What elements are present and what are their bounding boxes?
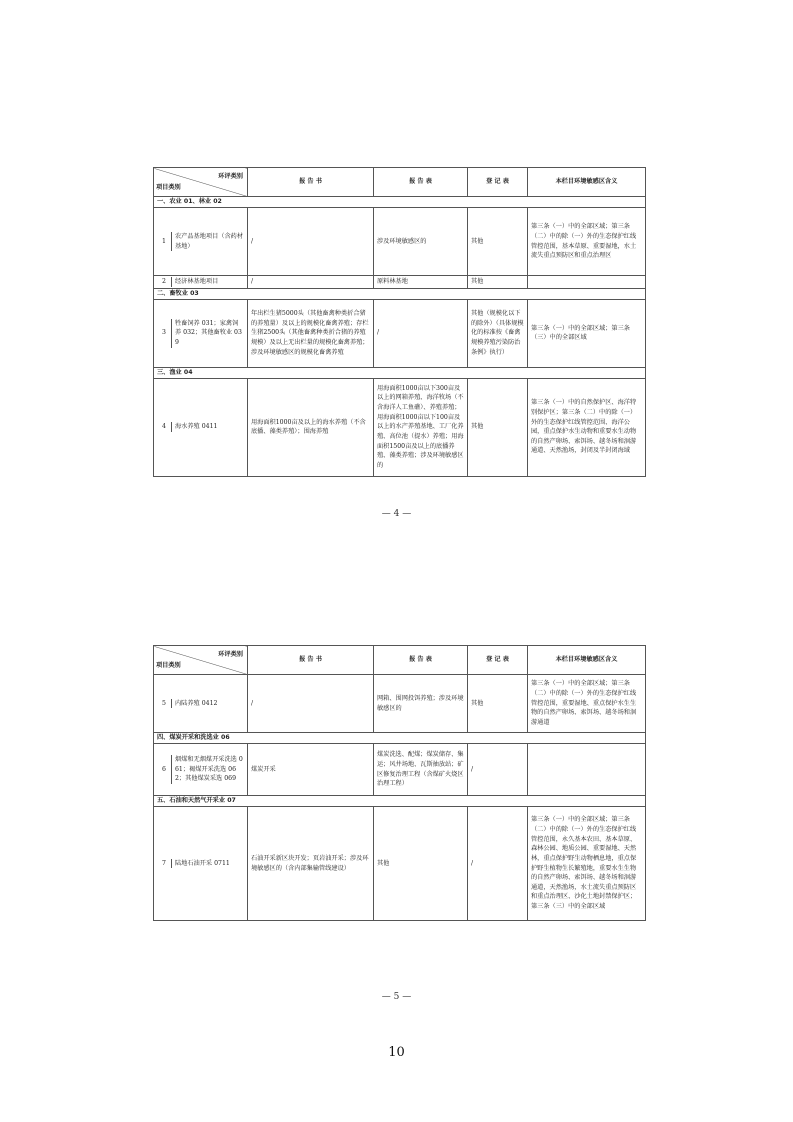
table-row [154, 807, 646, 921]
page-number-4: — 4 — [381, 509, 412, 519]
page-number-5: — 5 — [381, 992, 412, 1002]
project-name: 烟煤和无烟煤开采洗选 061；褐煤开采洗选 062；其他煤炭采选 069 [171, 755, 244, 784]
sensitive-cell: 第三条（一）中的全部区域；第三条（二）中的除（一）外的生态保护红线管控范围，永久基本农田、基本草原、森林公园、地质公园、重要湿地、天然林，重点保护野生动物栖息地，重点保护野生植物生长繁殖地，重要水生生物的自然产卵场、索饵场、越冬场和洄游通道，天然渔场，水土流失重点预防区和重点治理区、沙化土地封禁保护区；第三条（三）中的全部区域 [528, 807, 646, 921]
header-register-form: 登 记 表 [468, 168, 528, 197]
register-cell: 其他 [468, 208, 528, 276]
table-row [154, 276, 646, 289]
report-book-cell: 石油开采新区块开发；页岩油开采；涉及环境敏感区的（含内部集输管线建设） [248, 807, 374, 921]
section-agriculture-forestry: 一、农业 01、林业 02 [154, 197, 646, 208]
table-row [154, 744, 646, 796]
diagonal-header-cell [154, 168, 248, 197]
section-row [154, 796, 646, 807]
report-book-cell: / [248, 276, 374, 289]
category-table-page-5 [153, 645, 646, 921]
section-fishery: 三、渔业 04 [154, 367, 646, 378]
report-book-cell: 年出栏生猪5000头（其他畜禽种类折合猪的养殖量）及以上的规模化畜禽养殖；存栏生猪2500头（其他畜禽种类折合猪的养殖规模）及以上无出栏量的规模化畜禽养殖；涉及环境敏感区的规模化畜禽养殖 [248, 299, 374, 367]
row-number: 5 [162, 699, 166, 707]
diagonal-header-cell [154, 646, 248, 675]
row-number: 2 [162, 278, 166, 285]
project-cell [154, 675, 248, 733]
section-row [154, 367, 646, 378]
category-table-page-4 [153, 167, 646, 477]
section-coal-mining: 四、煤炭开采和洗选业 06 [154, 733, 646, 744]
sensitive-cell [528, 744, 646, 796]
row-number: 6 [162, 765, 166, 773]
section-oil-gas: 五、石油和天然气开采业 07 [154, 796, 646, 807]
project-cell [154, 744, 248, 796]
table-row [154, 299, 646, 367]
project-name: 农产品基地项目（含药材基地） [171, 232, 244, 251]
register-cell: / [468, 744, 528, 796]
report-form-cell: 其他 [374, 807, 468, 921]
report-book-cell: / [248, 208, 374, 276]
report-form-cell: 网箱、围网投饵养殖；涉及环境敏感区的 [374, 675, 468, 733]
header-eia-category: 环评类别 [218, 651, 243, 658]
sensitive-cell [528, 276, 646, 289]
report-form-cell: / [374, 299, 468, 367]
section-livestock: 二、畜牧业 03 [154, 288, 646, 299]
table-row [154, 378, 646, 476]
header-report-form: 报 告 表 [374, 646, 468, 675]
register-cell: 其他 [468, 675, 528, 733]
sensitive-cell: 第三条（一）中的全部区域；第三条（二）中的除（一）外的生态保护红线管控范围，重要湿地、重点保护水生生物的自然产卵场、索饵场、越冬场和洄游通道 [528, 675, 646, 733]
project-name: 陆地石油开采 0711 [171, 859, 244, 869]
header-report-book: 报 告 书 [248, 646, 374, 675]
table-row [154, 208, 646, 276]
sensitive-cell: 第三条（一）中的全部区域；第三条（三）中的全部区域 [528, 299, 646, 367]
register-cell: 其他（规模化以下的除外）（具体规模化的标准按《畜禽规模养殖污染防治条例》执行） [468, 299, 528, 367]
header-report-form: 报 告 表 [374, 168, 468, 197]
table-row [154, 675, 646, 733]
project-cell [154, 807, 248, 921]
section-row [154, 288, 646, 299]
row-number: 3 [162, 329, 166, 337]
report-book-cell: / [248, 675, 374, 733]
header-sensitive-area: 本栏目环境敏感区含义 [528, 168, 646, 197]
report-book-cell: 用海面积1000亩及以上的海水养殖（不含底播、藻类养殖）；围海养殖 [248, 378, 374, 476]
document-page-number: 10 [388, 1045, 405, 1060]
project-name: 经济林基地项目 [171, 277, 244, 287]
table-header-row [154, 168, 646, 197]
project-name: 牲畜饲养 031；家禽饲养 032；其他畜牧业 039 [171, 319, 244, 348]
register-cell: / [468, 807, 528, 921]
report-form-cell: 煤炭洗选、配煤；煤炭储存、集运；风井场地、瓦斯抽放站；矿区修复治理工程（含煤矿火烧区治理工程） [374, 744, 468, 796]
section-row [154, 197, 646, 208]
sensitive-cell: 第三条（一）中的自然保护区、海洋特别保护区；第三条（二）中的除（一）外的生态保护红线管控范围、海洋公园，重点保护水生动物和重要水生动物的自然产卵场、索饵场、越冬场和洄游通道、天然渔场，封闭及半封闭海域 [528, 378, 646, 476]
project-name: 内陆养殖 0412 [171, 699, 244, 709]
header-project-category: 项目类别 [156, 184, 181, 192]
project-cell [154, 208, 248, 276]
row-number: 1 [162, 237, 166, 245]
row-number: 7 [162, 859, 166, 867]
project-cell [154, 299, 248, 367]
project-cell [154, 378, 248, 476]
header-register-form: 登 记 表 [468, 646, 528, 675]
sensitive-cell: 第三条（一）中的全部区域；第三条（二）中的除（一）外的生态保护红线管控范围，基本草原、重要湿地，水土流失重点预防区和重点治理区 [528, 208, 646, 276]
report-form-cell: 用海面积1000亩以下300亩及以上的网箱养殖、海洋牧场（不含海洋人工鱼礁）、养殖养殖；用海面积1000亩以下100亩及以上的水产养殖基地、工厂化养殖、高位池（提水）养殖；用海面积1500亩及以上的底播养殖、藻类养殖；涉及环境敏感区的 [374, 378, 468, 476]
header-project-category: 项目类别 [156, 662, 181, 670]
header-sensitive-area: 本栏目环境敏感区含义 [528, 646, 646, 675]
project-name: 海水养殖 0411 [171, 422, 244, 432]
row-number: 4 [162, 423, 166, 431]
register-cell: 其他 [468, 378, 528, 476]
section-row [154, 733, 646, 744]
report-book-cell: 煤炭开采 [248, 744, 374, 796]
table-header-row [154, 646, 646, 675]
register-cell: 其他 [468, 276, 528, 289]
header-report-book: 报 告 书 [248, 168, 374, 197]
report-form-cell: 涉及环境敏感区的 [374, 208, 468, 276]
header-eia-category: 环评类别 [218, 173, 243, 180]
report-form-cell: 原料林基地 [374, 276, 468, 289]
project-cell [154, 276, 248, 289]
